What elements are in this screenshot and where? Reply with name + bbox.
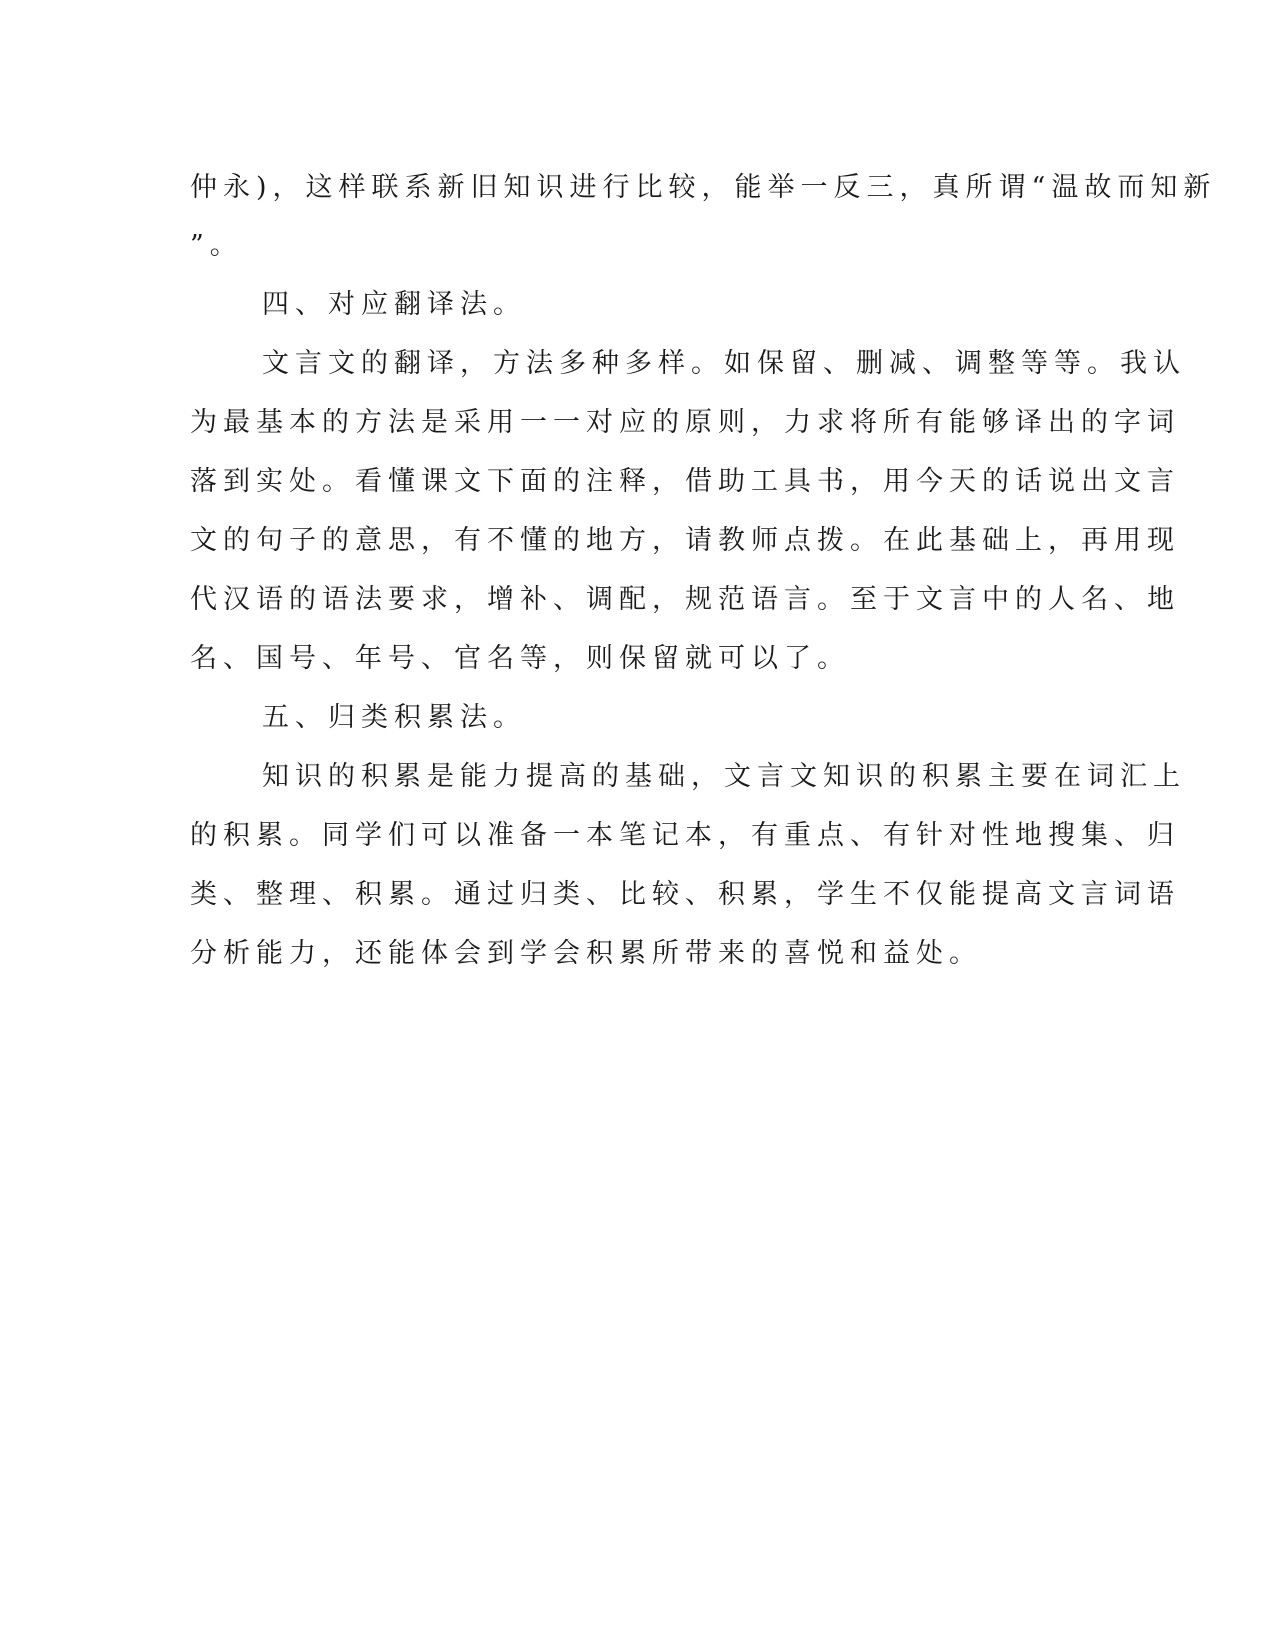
paragraph-line: 为最基本的方法是采用一一对应的原则，力求将所有能够译出的字词 bbox=[190, 407, 1180, 438]
section-heading: 四、对应翻译法。 bbox=[262, 289, 526, 320]
paragraph-line: 代汉语的语法要求，增补、调配，规范语言。至于文言中的人名、地 bbox=[190, 584, 1180, 615]
paragraph-line: ”。 bbox=[190, 230, 243, 261]
paragraph-line: 文言文的翻译，方法多种多样。如保留、删减、调整等等。我认 bbox=[262, 348, 1186, 379]
section-heading: 五、归类积累法。 bbox=[262, 702, 526, 733]
paragraph-line: 知识的积累是能力提高的基础，文言文知识的积累主要在词汇上 bbox=[262, 761, 1186, 792]
paragraph-line: 名、国号、年号、官名等，则保留就可以了。 bbox=[190, 643, 850, 674]
paragraph-line: 类、整理、积累。通过归类、比较、积累，学生不仅能提高文言词语 bbox=[190, 879, 1180, 910]
paragraph-line: 仲永)，这样联系新旧知识进行比较，能举一反三，真所谓“温故而知新 bbox=[190, 172, 1217, 203]
paragraph-line: 分析能力，还能体会到学会积累所带来的喜悦和益处。 bbox=[190, 938, 982, 969]
paragraph-line: 落到实处。看懂课文下面的注释，借助工具书，用今天的话说出文言 bbox=[190, 466, 1180, 497]
paragraph-line: 的积累。同学们可以准备一本笔记本，有重点、有针对性地搜集、归 bbox=[190, 820, 1180, 851]
paragraph-line: 文的句子的意思，有不懂的地方，请教师点拨。在此基础上，再用现 bbox=[190, 525, 1180, 556]
